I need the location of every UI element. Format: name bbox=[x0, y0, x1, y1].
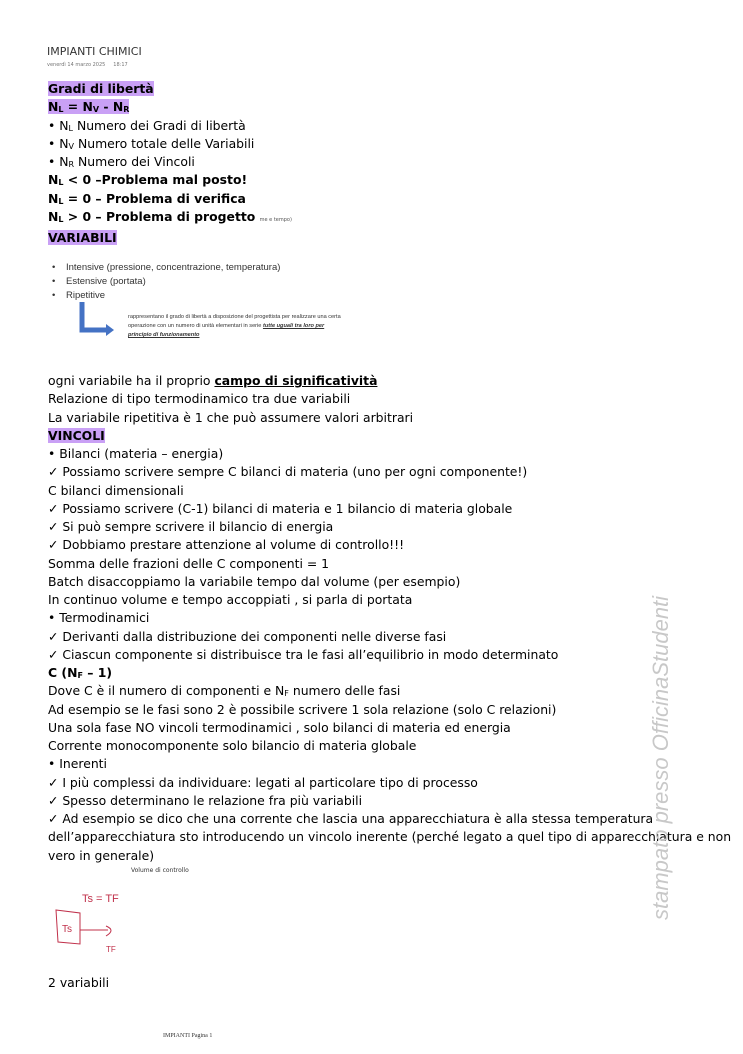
text-line: ✓ Spesso determinano le relazione fra più variabili bbox=[48, 792, 363, 808]
overlap-text: me e tempo) bbox=[259, 216, 292, 223]
note-date bbox=[47, 62, 128, 68]
text-line: ✓ Possiamo scrivere sempre C bilanci di materia (uno per ogni componente!) bbox=[48, 464, 528, 480]
text-line: Dove C è il numero di componenti e $N_F$ numero delle fasi bbox=[48, 683, 401, 699]
item-nl: • $N_L$ Numero dei Gradi di libertà bbox=[48, 117, 246, 133]
time: 18:17 bbox=[113, 62, 128, 68]
text-line: In continuo volume e tempo accoppiati , si parla di portata bbox=[48, 592, 413, 607]
pasted-slide-image bbox=[48, 256, 341, 356]
text-line: ✓ Derivanti dalla distribuzione dei componenti nelle diverse fasi bbox=[48, 628, 447, 644]
text-line: ✓ Dobbiamo prestare attenzione al volume di controllo!!! bbox=[48, 537, 405, 553]
arrow-icon bbox=[74, 302, 124, 342]
text-line: Corrente monocomponente solo bilancio di materia globale bbox=[48, 738, 417, 753]
item-nr: • $N_R$ Numero dei Vincoli bbox=[48, 154, 195, 169]
text-line: La variabile ripetitiva è 1 che può assumere valori arbitrari bbox=[48, 409, 414, 425]
handwritten-sketch bbox=[50, 880, 150, 960]
text-line: ✓ Ciascun componente si distribuisce tra le fasi all’equilibrio in modo determinato bbox=[48, 646, 559, 662]
formula-nl: $N_L = N_V - N_R$ bbox=[48, 99, 130, 115]
heading-variabili: VARIABILI bbox=[48, 230, 117, 245]
notebook-title: IMPIANTI CHIMICI bbox=[47, 45, 142, 58]
date: venerdì 14 marzo 2025 bbox=[47, 62, 106, 68]
heading-gradi: Gradi di libertà bbox=[48, 81, 154, 96]
slide-note: rappresentano il grado di libertà a disposizione del progettista per realizzare una certa operazione con un numero di unità elementari in serie tutte uguali tra loro per principio di funzionamento bbox=[128, 314, 341, 338]
item-nv: • $N_V$ Numero totale delle Variabili bbox=[48, 135, 255, 151]
slide-item: • Estensive (portata) bbox=[52, 276, 146, 287]
sketch-caption: Volume di controllo bbox=[131, 867, 189, 874]
text-line: Batch disaccoppiamo la variabile tempo dal volume (per esempio) bbox=[48, 573, 461, 589]
page-footer: IMPIANTI Pagina 1 bbox=[163, 1033, 213, 1039]
text-line: C bilanci dimensionali bbox=[48, 482, 184, 498]
condition-lt: $N_L < 0$ –Problema mal posto! bbox=[48, 172, 248, 188]
text-line: • Bilanci (materia – energia) bbox=[48, 446, 224, 461]
slide-item: • Ripetitive bbox=[52, 290, 106, 301]
text-line: Relazione di tipo termodinamico tra due variabili bbox=[48, 391, 351, 407]
formula-c: C $(N_F - 1)$ bbox=[48, 665, 113, 680]
text-line: • Termodinamici bbox=[48, 610, 150, 626]
condition-eq: $N_L = 0$ – Problema di verifica bbox=[48, 190, 246, 206]
text-line: Una sola fase NO vincoli termodinamici , solo bilanci di materia ed energia bbox=[48, 719, 511, 735]
slide-item: • Intensive (pressione, concentrazione, temperatura) bbox=[52, 262, 281, 273]
text-line: dell’apparecchiatura sto introducendo un vincolo inerente (perché legato a quel tipo di apparecchiatura e non bbox=[48, 829, 732, 845]
final-text: 2 variabili bbox=[48, 975, 110, 990]
sketch-label: Ts = TF bbox=[82, 893, 119, 905]
text-line: • Inerenti bbox=[48, 756, 107, 772]
text-line: ✓ I più complessi da individuare: legati al particolare tipo di processo bbox=[48, 774, 478, 790]
block-gradi bbox=[48, 80, 292, 247]
text-line: Ad esempio se le fasi sono 2 è possibile scrivere 1 sola relazione (solo C relazioni) bbox=[48, 701, 557, 717]
text-line: vero in generale) bbox=[48, 847, 155, 863]
block-vincoli: ogni variabile ha il proprio campo di significatività Relazione di tipo termodinamico tra due variabili La variabile ripetitiva è 1 che può assumere valori arbitrari VINCOLI • Bilanci (materia – energia) ✓ Possiamo scrivere sempre C bilanci di materia (uno per ogni componente!) C bilanci dimensionali ✓ Possiamo scrivere (C-1) bilanci di materia e 1 bilancio di materia globale ✓ Si può sempre scrivere il bilancio di energia ✓ Dobbiamo prestare attenzione al volume di controllo!!! Somma delle frazioni delle C componenti = 1 Batch disaccoppiamo la variabile tempo dal volume (per esempio) In continuo volume e tempo accoppiati , si parla di portata • Termodinamici ✓ Derivanti dalla distribuzione dei componenti nelle diverse fasi ✓ Ciascun componente si distribuisce tra le fasi all’equilibrio in modo determinato C $(N_F - 1)$ Dove C è il numero di componenti e $N_F$ numero delle fasi Ad esempio se le fasi sono 2 è possibile scrivere 1 sola relazione (solo C relazioni) Una sola fase NO vincoli termodinamici , solo bilanci di materia ed energia Corrente monocomponente solo bilancio di materia globale • Inerenti ✓ I più complessi da individuare: legati al particolare tipo di processo ✓ Spesso determinano le relazione fra più variabili ✓ Ad esempio se dico che una corrente che lascia una apparecchiatura è alla stessa temperatura dell’apparecchiatura sto introducendo un vincolo inerente (perché legato a quel tipo di apparecchiatura e non vero in generale) bbox=[48, 372, 731, 865]
sketch-label: TF bbox=[106, 945, 116, 954]
campo-significativita: campo di significatività bbox=[214, 373, 378, 388]
text-line: Somma delle frazioni delle C componenti = 1 bbox=[48, 555, 330, 571]
condition-gt: $N_L > 0$ – Problema di progetto me e tempo) bbox=[48, 208, 292, 224]
text-line: ✓ Possiamo scrivere (C-1) bilanci di materia e 1 bilancio di materia globale bbox=[48, 500, 513, 516]
watermark: stampato presso OfficinaStudenti bbox=[648, 595, 673, 920]
sketch-label: Ts bbox=[62, 924, 72, 935]
text-line: ✓ Ad esempio se dico che una corrente che lascia una apparecchiatura è alla stessa temperatura bbox=[48, 811, 654, 826]
text-line: ✓ Si può sempre scrivere il bilancio di energia bbox=[48, 519, 334, 534]
heading-vincoli: VINCOLI bbox=[48, 427, 105, 443]
